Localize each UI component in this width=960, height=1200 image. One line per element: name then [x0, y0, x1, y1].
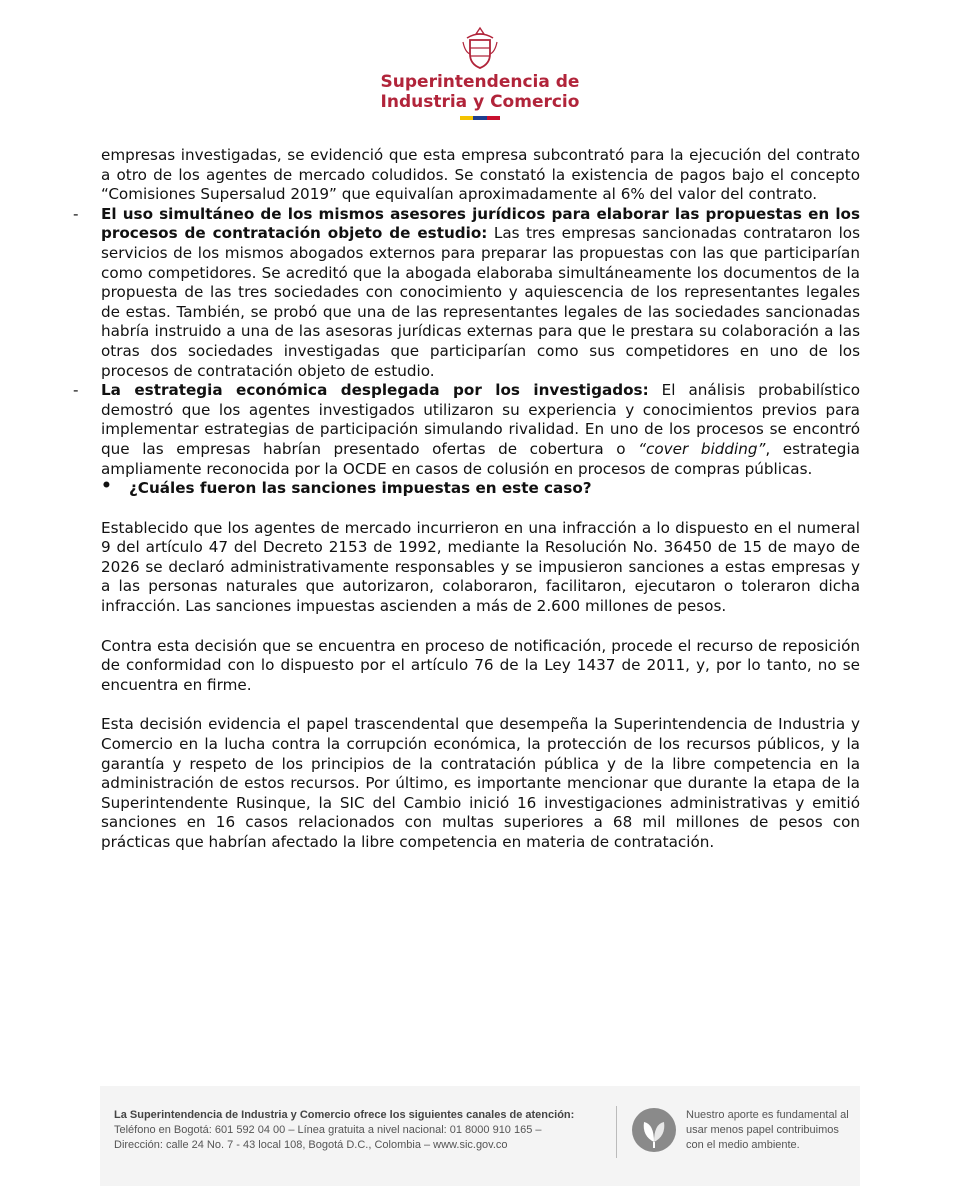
list-item-title: El uso simultáneo de los mismos asesores jurídicos para elaborar las propuestas en los procesos de contratación objeto de estudio: [101, 204, 860, 243]
list-item-text: , estrategia ampliamente reconocida por la OCDE en casos de colusión en procesos de compras públicas. [101, 439, 860, 478]
flag-red [487, 116, 500, 120]
eco-leaf-icon [630, 1106, 678, 1154]
list-item-text: El análisis probabilístico demostró que los agentes investigados utilizaron su experiencia y conocimientos previos para implementar estrategias de participación simulando rivalidad. En uno de los procesos se encontró que las empresas habrían presentado ofertas de cobertura o [101, 381, 860, 458]
eco-line3: con el medio ambiente. [686, 1139, 800, 1151]
contact-lead: La Superintendencia de Industria y Comercio ofrece los siguientes canales de atención: [114, 1109, 575, 1121]
contact-phones: Teléfono en Bogotá: 601 592 04 00 – Línea gratuita a nivel nacional: 01 8000 910 165 – [114, 1124, 542, 1136]
page-footer [100, 1086, 860, 1186]
footer-divider [616, 1106, 617, 1158]
eco-message [686, 1108, 856, 1153]
dash-marker: - [73, 204, 79, 223]
sanctions-question [101, 476, 860, 499]
contact-info [114, 1108, 604, 1153]
list-item-legal-advisors [73, 204, 860, 381]
paragraph-conclusion: Esta decisión evidencia el papel trascendental que desempeña la Superintendencia de Industria y Comercio en la lucha contra la corrupción económica, la protección de los recursos públicos, y la garantía y respeto de los principios de la contratación pública y de la libre competencia en la administración de estos recursos. Por último, es importante mencionar que durante la etapa de la Superintendente Rusinque, la SIC del Cambio inició 16 investigaciones administrativas y emitió sanciones en 16 casos relacionados con multas superiores a 68 mil millones de pesos con prácticas que habrían afectado la libre competencia en materia de contratación. [101, 715, 860, 851]
list-item-title: La estrategia económica desplegada por los investigados: [101, 381, 649, 400]
organization-name-line2: Industria y Comercio [380, 92, 580, 112]
paragraph-appeal: Contra esta decisión que se encuentra en proceso de notificación, procede el recurso de reposición de conformidad con lo dispuesto por el artículo 76 de la Ley 1437 de 2011, y, por lo tanto, no se encuentra en firme. [101, 636, 860, 694]
cover-bidding-term: “cover bidding” [638, 439, 766, 458]
bullet-marker: • [101, 476, 112, 497]
contact-address: Dirección: calle 24 No. 7 - 43 local 108, Bogotá D.C., Colombia – www.sic.gov.co [114, 1139, 508, 1151]
letterhead [0, 0, 960, 130]
intro-paragraph: empresas investigadas, se evidenció que esta empresa subcontrató para la ejecución del contrato a otro de los agentes de mercado coludidos. Se constató la existencia de pagos bajo el concepto “Comisiones Supersalud 2019” que equivalían aproximadamente al 6% del valor del contrato. [101, 146, 860, 204]
paragraph-resolution: Establecido que los agentes de mercado incurrieron en una infracción a lo dispuesto en el numeral 9 del artículo 47 del Decreto 2153 de 1992, mediante la Resolución No. 36450 de 15 de mayo de 2026 se declaró administrativamente responsables y se impusieron sanciones a estas empresas y a las personas naturales que autorizaron, colaboraron, facilitaron, ejecutaron o toleraron dicha infracción. Las sanciones impuestas ascienden a más de 2.600 millones de pesos. [101, 518, 860, 616]
flag-yellow [460, 116, 473, 120]
dash-marker: - [73, 381, 79, 400]
organization-name-line1: Superintendencia de [380, 72, 580, 92]
organization-name [330, 72, 630, 112]
coat-of-arms-icon [461, 26, 499, 72]
colombian-flag-stripe [460, 116, 500, 120]
eco-line2: usar menos papel contribuimos [686, 1124, 839, 1136]
list-item-economic-strategy [73, 381, 860, 479]
question-text: ¿Cuáles fueron las sanciones impuestas en este caso? [129, 479, 592, 498]
flag-blue [473, 116, 486, 120]
eco-line1: Nuestro aporte es fundamental al [686, 1109, 849, 1121]
list-item-text: Las tres empresas sancionadas contrataron los servicios de los mismos abogados externos para preparar las propuestas con las que participarían como competidores. Se acreditó que la abogada elaboraba simultáneamente los documentos de la propuesta de las tres sociedades con conocimiento y aquiescencia de los representantes legales de estas. También, se probó que una de las representantes legales de las sociedades sancionadas habría instruido a una de las asesoras jurídicas externas para que le prestara su colaboración a las otras dos sociedades investigadas que participarían como sus competidores en uno de los procesos de contratación objeto de estudio. [101, 224, 860, 380]
document-body [73, 146, 860, 853]
